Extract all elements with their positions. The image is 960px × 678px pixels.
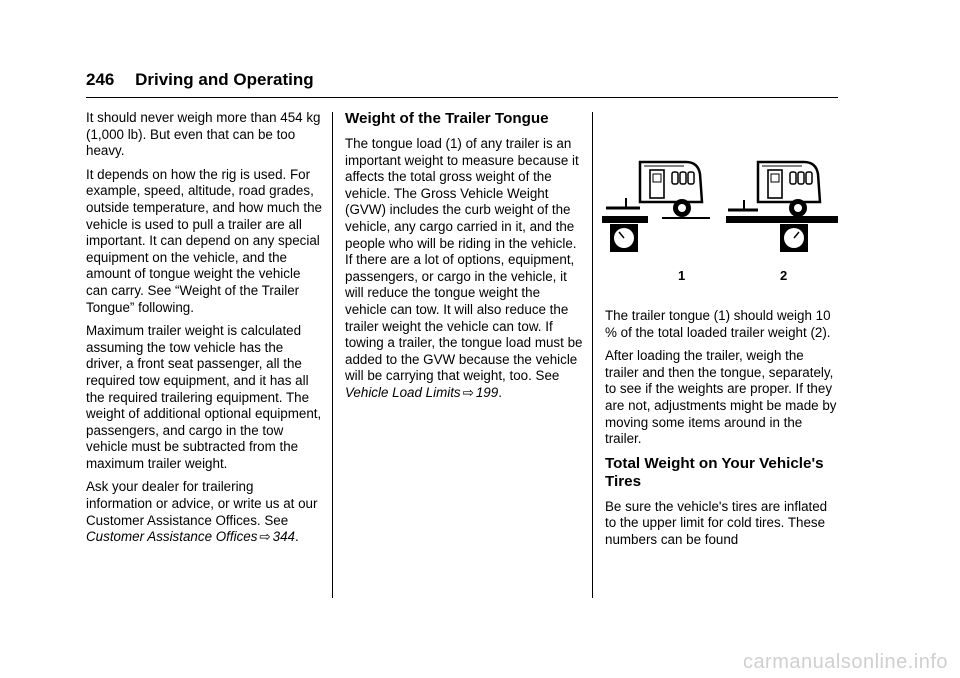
page-reference-icon: ⇨ [259, 529, 271, 545]
column-3 [605, 308, 837, 556]
column-divider-left [332, 112, 333, 598]
page-number: 246 [86, 70, 115, 89]
paragraph: Be sure the vehicle's tires are inflated to the upper limit for cold tires. These numbers can be found [605, 498, 828, 547]
page-reference-icon: ⇨ [462, 384, 474, 400]
paragraph: The trailer tongue (1) should weigh 10 % of the total loaded trailer weight (2). [605, 308, 831, 340]
column-2 [345, 110, 583, 409]
paragraph: Maximum trailer weight is calculated assuming the tow vehicle has the driver, a front seat passenger, all the required tow equipment, and it has all the required trailering equipment. The weight of additional optional equipment, passengers, and cargo in the tow vehicle must be subtracted from the maximum trailer weight. [86, 323, 322, 471]
trailer-illustration-1 [602, 162, 710, 252]
cross-reference-link[interactable]: Vehicle Load Limits [345, 384, 461, 400]
trailer-tongue-weight-illustration [598, 150, 844, 290]
watermark: carmanualsonline.info [742, 651, 948, 673]
page-header [86, 70, 314, 90]
figure-label-2: 2 [780, 268, 788, 283]
paragraph: After loading the trailer, weigh the trailer and then the tongue, separately, to see if the weights are proper. If they are not, adjustments might be made by moving some items around in the trailer. [605, 348, 837, 447]
paragraph-text: Ask your dealer for trailering information or advice, or write us at our Customer Assistance Offices. See [86, 479, 318, 528]
trailer-illustration-2 [726, 162, 838, 252]
paragraph [345, 136, 583, 402]
paragraph-end: . [294, 529, 299, 545]
paragraph-text: The tongue load (1) of any trailer is an important weight to measure because it affects the total gross weight of the vehicle. The Gross Vehicle Weight (GVW) includes the curb weight of the vehicle, any cargo carried in it, and the people who will be riding in the vehicle. If there are a lot of options, equipment, passengers, or cargo in the vehicle, it will reduce the tongue weight the vehicle can tow. It will also reduce the trailer weight the vehicle can tow. If towing a trailer, the tongue load must be added to the GVW because the vehicle will be carrying that weight, too. See [345, 136, 583, 384]
cross-reference-page[interactable]: 344 [272, 529, 295, 545]
section-heading: Weight of the Trailer Tongue [345, 110, 549, 127]
cross-reference-page[interactable]: 199 [475, 384, 499, 400]
section-title: Driving and Operating [135, 70, 314, 89]
paragraph-end: . [498, 384, 502, 400]
column-divider-right [592, 112, 593, 598]
section-heading: Total Weight on Your Vehicle's Tires [605, 454, 824, 490]
paragraph [86, 479, 322, 545]
figure-label-1: 1 [678, 268, 686, 283]
paragraph: It should never weigh more than 454 kg (1,000 lb). But even that can be too heavy. [86, 110, 321, 159]
header-rule [86, 97, 838, 98]
cross-reference-link[interactable]: Customer Assistance Offices [86, 529, 258, 545]
paragraph: It depends on how the rig is used. For example, speed, altitude, road grades, outside temperature, and how much the vehicle is used to pull a trailer are all important. It can depend on any special equipment on the vehicle, and the amount of tongue weight the vehicle can carry. See “Weight of the Trailer Tongue” following. [86, 166, 322, 315]
column-1 [86, 110, 322, 553]
